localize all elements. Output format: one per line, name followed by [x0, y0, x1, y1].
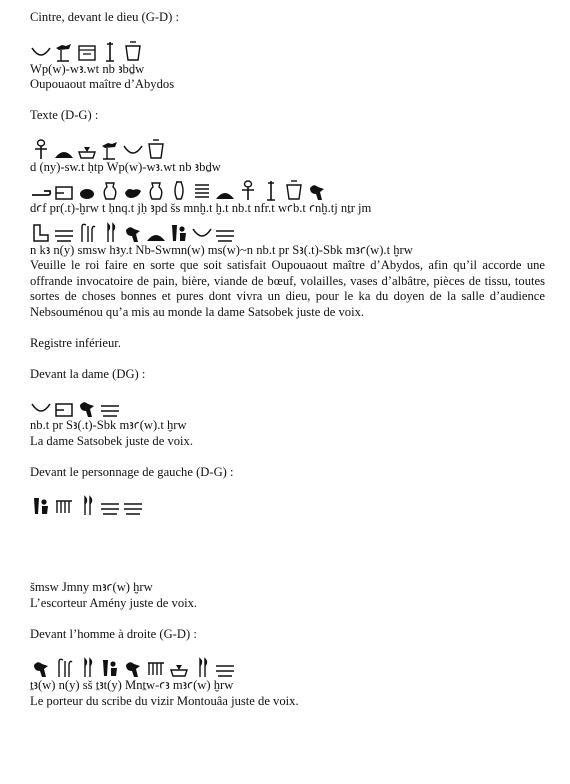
ankh-like-icon [237, 179, 259, 201]
vase-icon [168, 179, 190, 201]
sedge-icon [76, 221, 98, 243]
duck-icon [122, 179, 144, 201]
pot-icon [145, 138, 167, 160]
jackal-standard-icon [99, 138, 121, 160]
translation-text: Oupouaout maître d’Abydos [30, 77, 175, 91]
hieroglyph-row [30, 38, 545, 62]
bird-icon [306, 179, 328, 201]
section-heading: Cintre, devant le dieu (G-D) : [30, 10, 179, 24]
reed-icon [76, 656, 98, 678]
water-icon [99, 494, 121, 516]
house-icon [53, 179, 75, 201]
jackal-standard-icon [53, 40, 75, 62]
section-heading: Devant l’homme à droite (G-D) : [30, 626, 197, 641]
scribe-icon [168, 221, 190, 243]
paragraph-gap [30, 320, 545, 336]
loaf-icon [76, 179, 98, 201]
transliteration-line: Wp(w)-wꜣ.wt nb ꜣbḏw [30, 61, 145, 76]
hieroglyph-row [30, 136, 545, 160]
transliteration-line: d (ny)-sw.t ḥtp Wp(w)-wꜣ.wt nb ꜣbḏw [30, 159, 221, 174]
altar-icon [76, 138, 98, 160]
staff-icon [99, 40, 121, 62]
sedge-icon [53, 656, 75, 678]
comb-icon [145, 656, 167, 678]
hieroglyph-row [30, 219, 545, 243]
translation-text: L’escorteur Amény juste de voix. [30, 595, 198, 610]
translation-text: Le porteur du scribe du vizir Montouâa juste de voix. [30, 693, 299, 708]
document-page [30, 10, 545, 709]
altar-icon [168, 656, 190, 678]
water-icon [214, 221, 236, 243]
transliteration-line: šmsw Jmny mꜣꜥ(w) ḫrw [30, 580, 153, 594]
hieroglyph-row [30, 492, 545, 516]
hieroglyph-row [30, 177, 545, 201]
pot-icon [283, 179, 305, 201]
pot-icon [122, 40, 144, 62]
section-heading: Registre inférieur. [30, 335, 121, 350]
blank-space [30, 516, 545, 580]
hieroglyph-row [30, 654, 545, 678]
water-icon [214, 656, 236, 678]
transliteration-line: nb.t pr Sꜣ(.t)-Sbk mꜣꜥ(w).t ḫrw [30, 418, 187, 432]
basket-icon [30, 40, 52, 62]
transliteration-line: dꜥf pr(.t)-ḫrw t ḥnq.t jḥ ꜣpd šs mnḫ.t ḫ.t nb.t nfr.t wꜥb.t ꜥnḫ.tj nṯr jm [30, 201, 372, 215]
bird-icon [30, 656, 52, 678]
throne-icon [30, 221, 52, 243]
paragraph-gap [30, 449, 545, 465]
jar-icon [99, 179, 121, 201]
house-icon [53, 396, 75, 418]
section-heading: Devant la dame (DG) : [30, 366, 146, 381]
reed-icon [99, 221, 121, 243]
transliteration-line: ṯꜣ(w) n(y) sš ṯꜣt(y) Mnṯw-ꜥꜣ mꜣꜥ(w) ḫrw [30, 678, 234, 692]
basket-icon [191, 221, 213, 243]
building-icon [76, 40, 98, 62]
jar-icon [145, 179, 167, 201]
reed-icon [76, 494, 98, 516]
scribe-icon [99, 656, 121, 678]
basket-icon [122, 138, 144, 160]
comb-icon [53, 494, 75, 516]
translation-text: Veuille le roi faire en sorte que soit satisfait Oupouaout maître d’Abydos, afin qu’il accorde une offrande invocatoire de pain, bière, viande de bœuf, volailles, vases d’albâtre, pièces de tissu, toutes sortes de choses bonnes et pures dont vivra un dieu, pour le ka du doyen de la salle d’audience Nebsouménou qu’a mis au monde la dame Satsobek juste de voix. [30, 258, 545, 319]
bird-icon [122, 656, 144, 678]
hieroglyph-row [30, 394, 545, 418]
water-icon [53, 221, 75, 243]
paragraph-gap [30, 93, 545, 109]
bread-loaf-icon [145, 221, 167, 243]
paragraph-gap [30, 611, 545, 627]
section-heading: Texte (D-G) : [30, 108, 99, 122]
bread-loaf-icon [53, 138, 75, 160]
staff-icon [260, 179, 282, 201]
ankh-like-icon [30, 138, 52, 160]
arm-icon [30, 179, 52, 201]
section-heading: Devant le personnage de gauche (D-G) : [30, 464, 234, 479]
basket-icon [30, 396, 52, 418]
bird-icon [76, 396, 98, 418]
bread-loaf-icon [214, 179, 236, 201]
bird-icon [122, 221, 144, 243]
cloth-icon [191, 179, 213, 201]
water-icon [99, 396, 121, 418]
reed-icon [191, 656, 213, 678]
scribe-icon [30, 494, 52, 516]
transliteration-line: n kꜣ n(y) smsw hꜣy.t Nb-Swmn(w) ms(w)~n nb.t pr Sꜣ(.t)-Sbk mꜣꜥ(w).t ḫrw [30, 242, 413, 257]
translation-text: La dame Satsobek juste de voix. [30, 433, 193, 448]
water-icon [122, 494, 144, 516]
paragraph-gap [30, 351, 545, 367]
